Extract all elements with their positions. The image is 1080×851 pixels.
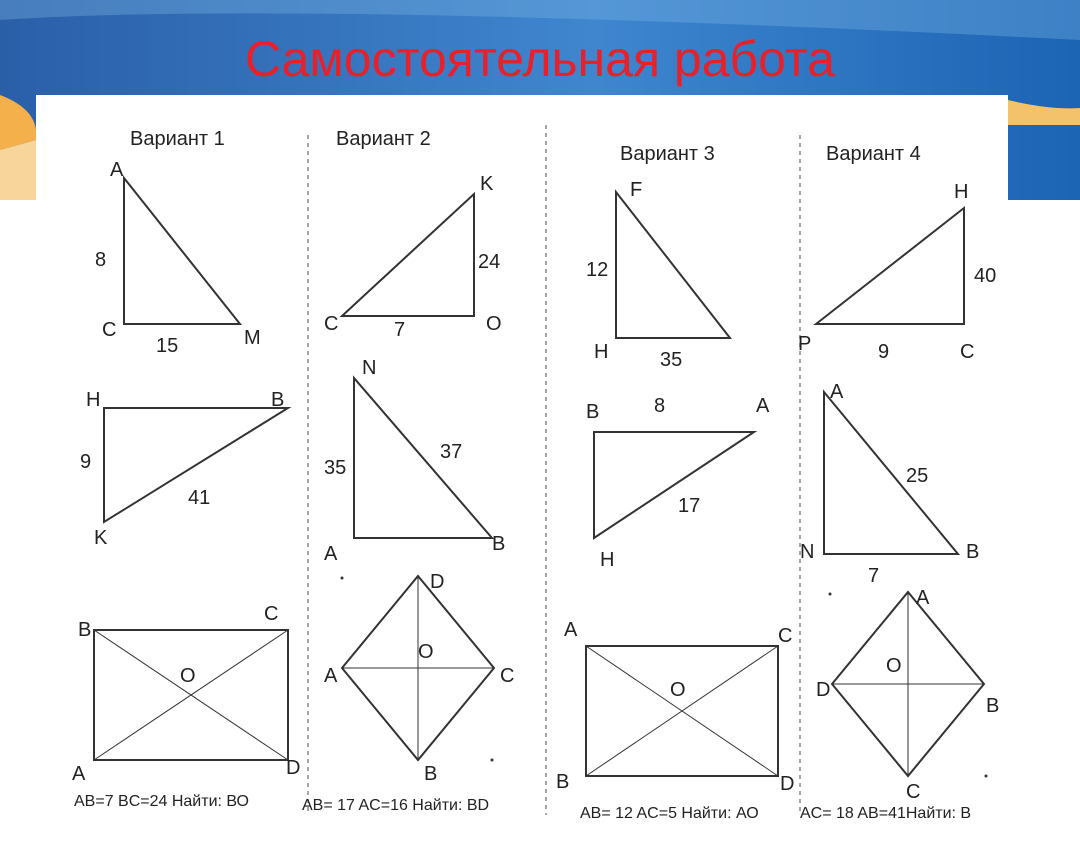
v4-rh-vertex-b: B: [986, 695, 1000, 717]
v2-rh-vertex-b: B: [424, 763, 438, 785]
v3-triangle-1: [586, 179, 730, 371]
v4-triangle-2: [800, 381, 979, 587]
v4-rh-vertex-c: C: [906, 781, 921, 803]
v1-t1-side-8: 8: [95, 249, 107, 271]
v2-rh-vertex-c: C: [500, 665, 515, 687]
v4-t1-vertex-p: P: [798, 333, 812, 355]
v2-rhombus: [324, 571, 514, 785]
v4-rhombus: [816, 587, 999, 803]
v2-t1-side-24: 24: [478, 251, 501, 273]
variant-2-heading: Вариант 2: [336, 128, 431, 150]
v2-t1-vertex-k: K: [480, 173, 494, 195]
v3-t2-side-8: 8: [654, 395, 666, 417]
v1-t2-vertex-h: H: [86, 389, 101, 411]
v1-r-vertex-d: D: [286, 757, 301, 779]
v1-task: AB=7 BC=24 Найти: ВО: [74, 793, 249, 810]
v2-t2-vertex-n: N: [362, 357, 377, 379]
v3-r-vertex-b: B: [556, 771, 570, 793]
v1-rectangle: [72, 603, 300, 785]
v1-triangle-2: [80, 389, 288, 549]
worksheet-diagram: [36, 95, 1008, 827]
v4-t1-vertex-c: C: [960, 341, 975, 363]
v4-t1-side-40: 40: [974, 265, 997, 287]
v3-triangle-2: [586, 395, 770, 571]
variant-3-heading: Вариант 3: [620, 143, 715, 165]
v4-t1-vertex-h: H: [954, 181, 969, 203]
v3-t2-vertex-h: H: [600, 549, 615, 571]
v4-rh-center-o: O: [886, 655, 902, 677]
v1-t1-vertex-a: A: [110, 159, 124, 181]
v1-t2-side-41: 41: [188, 487, 211, 509]
v3-r-vertex-a: A: [564, 619, 578, 641]
v4-t2-vertex-b: B: [966, 541, 980, 563]
v2-triangle-1: [324, 173, 502, 341]
stray-dot: [829, 593, 832, 596]
v2-t1-side-7: 7: [394, 319, 406, 341]
v3-r-center-o: O: [670, 679, 686, 701]
v1-r-vertex-b: B: [78, 619, 92, 641]
v2-t2-side-35: 35: [324, 457, 347, 479]
v3-t2-vertex-b: B: [586, 401, 600, 423]
stray-dot: [491, 759, 494, 762]
v1-t1-vertex-m: M: [244, 327, 261, 349]
v3-r-vertex-c: C: [778, 625, 793, 647]
v1-t1-side-15: 15: [156, 335, 179, 357]
v2-t2-side-37: 37: [440, 441, 463, 463]
v4-t2-vertex-a: A: [830, 381, 844, 403]
v4-rh-vertex-a: A: [916, 587, 930, 609]
v2-triangle-2: [324, 357, 505, 565]
v4-t2-side-7: 7: [868, 565, 880, 587]
v1-t1-vertex-c: C: [102, 319, 117, 341]
v2-t1-vertex-o: O: [486, 313, 502, 335]
v4-triangle-1: [798, 181, 996, 363]
v3-t2-side-17: 17: [678, 495, 701, 517]
v1-t2-vertex-k: K: [94, 527, 108, 549]
v1-triangle-1: [95, 159, 261, 357]
v4-t2-vertex-n: N: [800, 541, 815, 563]
v1-t2-vertex-b: B: [271, 389, 285, 411]
v4-task: AC= 18 AB=41Найти: В: [800, 805, 972, 822]
v3-t2-vertex-a: A: [756, 395, 770, 417]
v4-t1-side-9: 9: [878, 341, 890, 363]
v3-t1-vertex-f: F: [630, 179, 643, 201]
v3-r-vertex-d: D: [780, 773, 795, 795]
v1-r-center-o: O: [180, 665, 196, 687]
v3-t1-vertex-h: H: [594, 341, 609, 363]
slide-title: Самостоятельная работа: [244, 31, 836, 87]
v2-t1-vertex-c: C: [324, 313, 339, 335]
v3-t1-side-12: 12: [586, 259, 609, 281]
v3-rectangle: [556, 619, 794, 795]
variant-4-heading: Вариант 4: [826, 143, 921, 165]
v2-t2-vertex-a: A: [324, 543, 338, 565]
v1-t2-side-9: 9: [80, 451, 92, 473]
v2-t2-vertex-b: B: [492, 533, 506, 555]
stray-dot: [985, 775, 988, 778]
content-panel: [36, 95, 1008, 827]
v2-rh-center-o: O: [418, 641, 434, 663]
v2-task: AB= 17 AC=16 Найти: BD: [302, 797, 490, 814]
stray-dot: [341, 577, 344, 580]
v2-rh-vertex-d: D: [430, 571, 445, 593]
v4-rh-vertex-d: D: [816, 679, 831, 701]
v2-rh-vertex-a: A: [324, 665, 338, 687]
v1-r-vertex-c: C: [264, 603, 279, 625]
v4-t2-side-25: 25: [906, 465, 929, 487]
v1-r-vertex-a: A: [72, 763, 86, 785]
v3-t1-side-35: 35: [660, 349, 683, 371]
v3-task: AB= 12 AC=5 Найти: АО: [580, 805, 759, 822]
variant-1-heading: Вариант 1: [130, 128, 225, 150]
